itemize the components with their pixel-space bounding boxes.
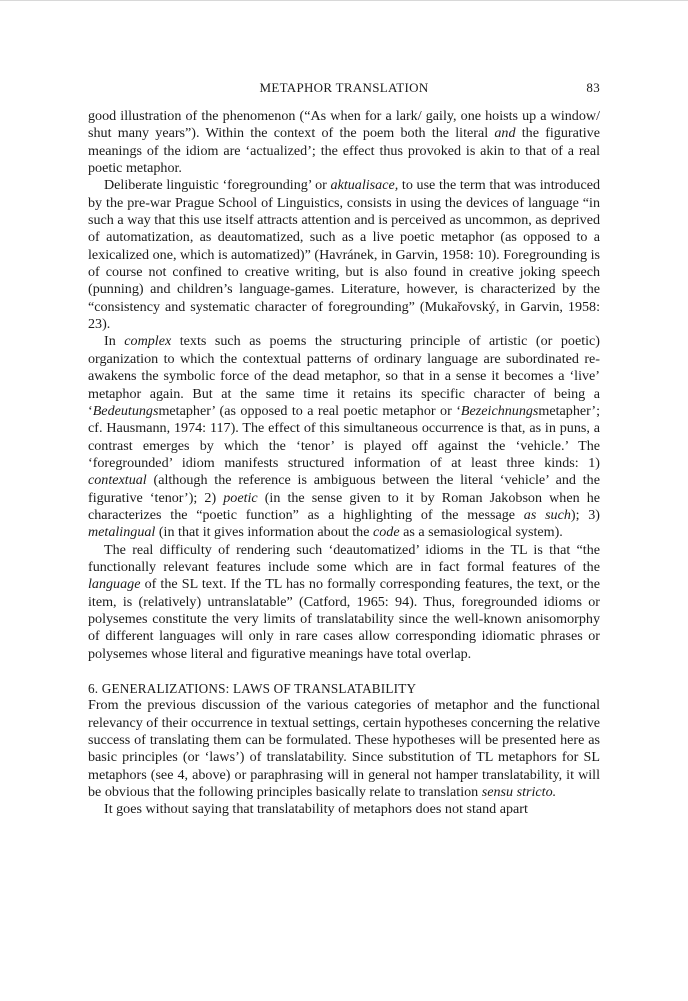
italic-run: sensu stricto.: [481, 784, 557, 801]
text-run: From the previous discussion of the various categories of metaphor and the functional relevancy of their occurrence in textual settings, certain hypotheses concerning the relative success of translating them can be formulated. These hypotheses will be presented here as basic principles (or ‘laws’) of translatability. Since substitution of TL metaphors for SL metaphors (see 4, above) or paraphrasing will in general not hamper translatability, it will be obvious that the following principles basically relate to translation: [88, 697, 600, 801]
paragraph: [88, 333, 600, 541]
italic-run: as such: [523, 506, 571, 523]
paragraph: [88, 108, 600, 177]
paragraph: [88, 801, 600, 818]
text-run: ); 3): [570, 506, 601, 523]
paragraph: [88, 542, 600, 663]
paragraph: [88, 177, 600, 333]
page-number: 83: [586, 80, 600, 95]
italic-run: aktualisace,: [330, 177, 399, 194]
running-title: METAPHOR TRANSLATION: [259, 80, 429, 95]
italic-run: and: [494, 125, 516, 142]
text-run: In: [104, 333, 125, 350]
italic-run: metalingual: [88, 524, 156, 541]
italic-run: Bedeutungs: [92, 402, 159, 419]
text-run: Deliberate linguistic ‘foregrounding’ or: [104, 177, 331, 194]
text-run: texts such as poems the structuring principle of artistic (or poetic) organization to which the contextual patterns of ordinary language are subordinated re-awakens the symbolic force of the dead metaphor, so that in a sense it becomes a ‘live’ metaphor again. But at the same time it retains its specific character of being a ‘: [88, 333, 600, 419]
italic-run: Bezeichnungs: [460, 402, 539, 419]
text-run: as a semasiological system).: [399, 524, 563, 541]
text-run: to use the term that was introduced by the pre-war Prague School of Linguistics, consists in using the devices of language “in such a way that this use itself attracts attention and is perceived as uncommon, as deprived of automatization, as deautomatized, such as a live poetic metaphor (as opposed to a lexicalized one, which is automatized)” (Havránek, in Garvin, 1958: 10). Foregrounding is of course not confined to creative writing, but is also found in creative joking speech (punning) and children’s language-games. Literature, however, is characterized by the “consistency and systematic character of foregrounding” (Mukařovský, in Garvin, 1958: 23).: [88, 177, 600, 333]
text-run: metapher’ (as opposed to a real poetic metaphor or ‘: [158, 402, 461, 419]
italic-run: language: [88, 576, 141, 593]
italic-run: complex: [124, 333, 172, 350]
text-run: of the SL text. If the TL has no formally corresponding features, the text, or the item, is (relatively) untranslatable” (Catford, 1965: 94). Thus, foregrounded idioms or polysemes constitute the very limits of translatability since the well-known anisomorphy of different languages will only in rare cases allow corresponding idiomatic phrases or polysemes whose literal and figurative meanings have total overlap.: [88, 576, 600, 662]
text-run: (although the reference is ambiguous between the literal ‘vehicle’ and the figurative ‘tenor’); 2): [88, 472, 600, 506]
text-run: metapher’; cf. Hausmann, 1974: 117). The effect of this simultaneous occurrence is that, as in puns, a contrast emerges by which the ‘tenor’ is played off against the ‘vehicle.’ The ‘foregrounded’ idiom manifests structured information of at least three kinds: 1): [88, 402, 600, 471]
book-page: [88, 76, 600, 819]
italic-run: contextual: [88, 472, 147, 489]
text-run: (in that it gives information about the: [155, 524, 373, 541]
body-text: [88, 108, 600, 819]
running-head: [88, 76, 600, 100]
text-run: (in the sense given to it by Roman Jakobson when he characterizes the “poetic function” as a highlighting of the message: [88, 489, 600, 523]
italic-run: poetic: [223, 489, 258, 506]
text-run: The real difficulty of rendering such ‘deautomatized’ idioms in the TL is that “the functionally relevant features include some which are in fact formal features of the: [88, 541, 600, 575]
section-heading: 6. GENERALIZATIONS: LAWS OF TRANSLATABILITY: [88, 681, 417, 696]
page-edge-rule: [0, 0, 688, 1]
text-run: the figurative meanings of the idiom are ‘actualized’; the effect thus provoked is akin to that of a real poetic metaphor.: [88, 125, 600, 177]
text-run: It goes without saying that translatability of metaphors does not stand apart: [104, 801, 528, 818]
text-run: good illustration of the phenomenon (“As when for a lark/ gaily, one hoists up a window/ shut many years”). Within the context of the poem both the literal: [88, 108, 600, 142]
italic-run: code: [372, 524, 400, 541]
paragraph: [88, 697, 600, 801]
